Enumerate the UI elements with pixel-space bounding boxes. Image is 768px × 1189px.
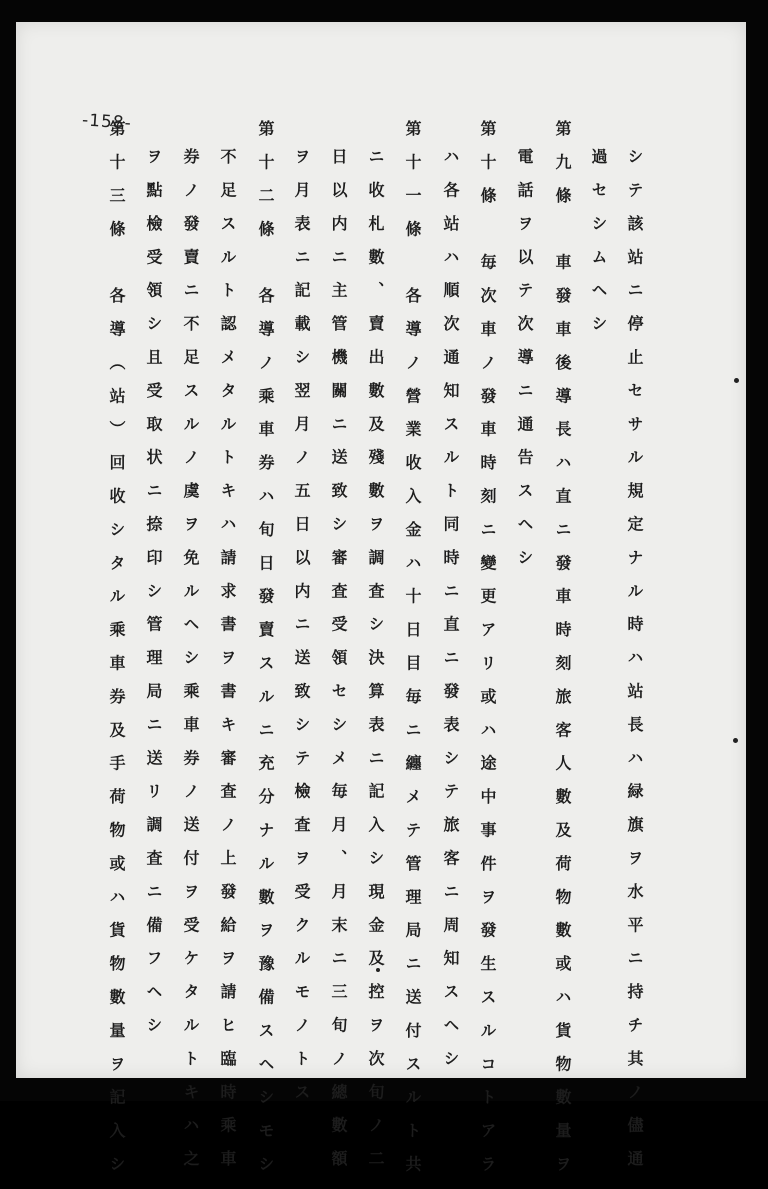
text-column: ヲ點檢受領シ且受取状ニ捺印シ管理局ニ送リ調査ニ備フヘシ	[144, 148, 163, 1050]
ink-speck	[733, 738, 738, 743]
page-number: -158-	[81, 110, 133, 134]
text-column: シテ該站ニ停止セサル規定ナル時ハ站長ハ緑旗ヲ水平ニ持チ其ノ儘通	[625, 148, 644, 1184]
text-column: 日以内ニ主管機關ニ送致シ審査受領セシメ毎月、月末ニ三旬ノ總數額	[329, 148, 348, 1184]
text-column: ハ各站ハ順次通知スルト同時ニ直ニ發表シテ旅客ニ周知スヘシ	[441, 148, 460, 1084]
text-column: 不足スルト認メタルトキハ請求書ヲ書キ審査ノ上發給ヲ請ヒ臨時乘車	[218, 148, 237, 1184]
ink-speck	[734, 378, 739, 383]
text-column: 券ノ發賣ニ不足スルノ虞ヲ免ルヘシ乘車券ノ送付ヲ受ケタルトキハ之	[181, 148, 200, 1184]
text-column: ニ收札數、賣出數及殘數ヲ調査シ決算表ニ記入シ現金及控ヲ次旬ノ二	[366, 148, 385, 1184]
text-column: 電話ヲ以テ次導ニ通告スヘシ	[515, 148, 534, 583]
text-column: 過セシムヘシ	[589, 148, 608, 349]
text-column: 第九條 車發車後導長ハ直ニ發車時刻旅客人數及荷物數或ハ貨物數量ヲ	[553, 120, 572, 1189]
text-column: 第十條 毎次車ノ發車時刻ニ變更アリ或ハ途中事件ヲ發生スルコトアラ	[478, 120, 497, 1189]
text-column: ヲ月表ニ記載シ翌月ノ五日以内ニ送致シテ檢査ヲ受クルモノトス	[292, 148, 311, 1117]
text-column: 第十一條 各導ノ營業收入金ハ十日目毎ニ纏メテ管理局ニ送付スルト共	[403, 120, 422, 1189]
text-column: 第十二條 各導ノ乘車券ハ旬日發賣スルニ充分ナル數ヲ豫備スヘシモシ	[256, 120, 275, 1189]
text-column: 第十三條 各導（站）回收シタル乘車券及手荷物或ハ貨物數量ヲ記入シ	[107, 120, 126, 1189]
